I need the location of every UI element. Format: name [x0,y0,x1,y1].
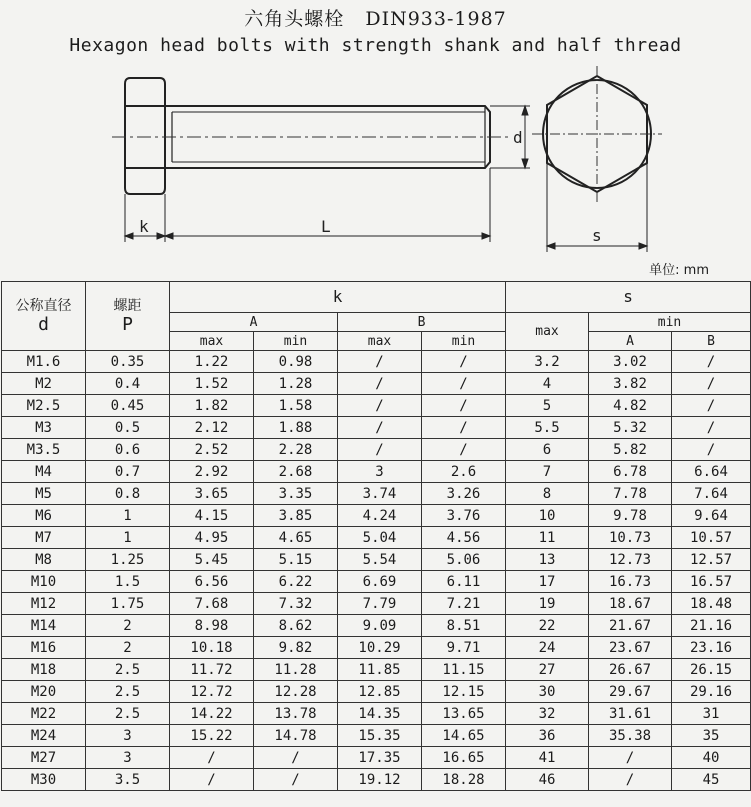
cell-s-min-b: 23.16 [672,637,751,659]
table-row [2,615,751,637]
cell-p: 0.5 [86,417,170,439]
cell-p: 3 [86,725,170,747]
cell-k-b-max: 6.69 [338,571,422,593]
cell-s-max: 11 [506,527,589,549]
cell-k-a-min: 7.32 [254,593,338,615]
cell-k-b-min: / [422,439,506,461]
bolt-head-outline [125,78,165,194]
cell-s-min-a: 3.02 [589,351,672,373]
cell-s-max: 17 [506,571,589,593]
cell-k-b-max: / [338,395,422,417]
cell-s-max: 27 [506,659,589,681]
cell-s-min-b: / [672,395,751,417]
table-row [2,483,751,505]
cell-k-b-max: 12.85 [338,681,422,703]
cell-p: 0.7 [86,461,170,483]
cell-s-min-b: / [672,351,751,373]
cell-k-a-min: 14.78 [254,725,338,747]
cell-k-a-min: 9.82 [254,637,338,659]
cell-k-b-max: 14.35 [338,703,422,725]
header-pitch: 螺距 P [86,282,170,351]
cell-k-b-min: 7.21 [422,593,506,615]
cell-k-a-min: 0.98 [254,351,338,373]
dimension-L-label: L [321,217,331,236]
cell-k-b-min: 5.06 [422,549,506,571]
cell-k-b-min: / [422,373,506,395]
cell-p: 1.25 [86,549,170,571]
cell-s-max: 46 [506,769,589,791]
cell-k-b-max: 9.09 [338,615,422,637]
cell-k-a-max: 4.15 [170,505,254,527]
cell-k-b-max: / [338,373,422,395]
cell-k-a-max: 15.22 [170,725,254,747]
cell-k-b-min: / [422,395,506,417]
cell-k-b-min: 18.28 [422,769,506,791]
cell-k-b-min: 9.71 [422,637,506,659]
cell-d: M30 [2,769,86,791]
cell-s-min-b: 7.64 [672,483,751,505]
cell-p: 0.45 [86,395,170,417]
cell-s-min-a: 31.61 [589,703,672,725]
cell-s-min-a: 18.67 [589,593,672,615]
cell-p: 1.75 [86,593,170,615]
header-k-grade-a: A [170,313,338,332]
cell-s-max: 8 [506,483,589,505]
cell-p: 2.5 [86,659,170,681]
cell-s-min-b: 10.57 [672,527,751,549]
table-row [2,681,751,703]
cell-d: M22 [2,703,86,725]
cell-d: M27 [2,747,86,769]
table-row [2,395,751,417]
header-k: k [170,282,506,313]
cell-d: M16 [2,637,86,659]
cell-k-b-min: 11.15 [422,659,506,681]
cell-s-max: 7 [506,461,589,483]
cell-k-a-max: 10.18 [170,637,254,659]
cell-k-a-min: 13.78 [254,703,338,725]
cell-p: 2 [86,637,170,659]
cell-s-min-a: 35.38 [589,725,672,747]
cell-s-max: 6 [506,439,589,461]
cell-p: 0.4 [86,373,170,395]
cell-d: M24 [2,725,86,747]
cell-k-a-max: / [170,769,254,791]
cell-s-min-b: 9.64 [672,505,751,527]
cell-k-b-max: / [338,417,422,439]
cell-k-a-max: 2.92 [170,461,254,483]
table-row [2,505,751,527]
title-english: Hexagon head bolts with strength shank and half thread [69,35,682,56]
cell-s-min-a: / [589,769,672,791]
cell-k-a-min: 3.35 [254,483,338,505]
cell-k-a-max: / [170,747,254,769]
cell-k-a-max: 7.68 [170,593,254,615]
cell-s-min-b: 12.57 [672,549,751,571]
cell-k-b-max: 11.85 [338,659,422,681]
cell-s-min-a: 29.67 [589,681,672,703]
cell-k-a-min: 6.22 [254,571,338,593]
table-row [2,703,751,725]
cell-d: M2.5 [2,395,86,417]
cell-d: M14 [2,615,86,637]
cell-s-min-b: 35 [672,725,751,747]
cell-s-max: 5.5 [506,417,589,439]
cell-s-max: 36 [506,725,589,747]
cell-s-max: 30 [506,681,589,703]
cell-k-a-max: 14.22 [170,703,254,725]
cell-p: 2.5 [86,703,170,725]
cell-k-b-min: 3.26 [422,483,506,505]
cell-s-max: 3.2 [506,351,589,373]
cell-k-a-min: 11.28 [254,659,338,681]
cell-s-min-a: 7.78 [589,483,672,505]
cell-d: M2 [2,373,86,395]
dimension-s-label: s [592,226,602,245]
header-s-min-a: A [589,332,672,351]
header-nominal-diameter: 公称直径 d [2,282,86,351]
cell-s-min-b: 18.48 [672,593,751,615]
cell-p: 0.6 [86,439,170,461]
cell-k-b-min: 13.65 [422,703,506,725]
table-row [2,549,751,571]
cell-k-a-max: 1.82 [170,395,254,417]
cell-k-b-min: 16.65 [422,747,506,769]
cell-k-a-min: 1.28 [254,373,338,395]
cell-p: 1.5 [86,571,170,593]
cell-s-max: 41 [506,747,589,769]
cell-s-min-b: 26.15 [672,659,751,681]
cell-s-min-b: / [672,373,751,395]
cell-k-b-max: 7.79 [338,593,422,615]
table-row [2,571,751,593]
cell-d: M3.5 [2,439,86,461]
cell-k-a-max: 4.95 [170,527,254,549]
table-row [2,747,751,769]
cell-s-min-b: 16.57 [672,571,751,593]
cell-k-a-min: 5.15 [254,549,338,571]
title-standard: DIN933-1987 [365,8,507,30]
title-chinese: 六角头螺栓 [244,8,345,30]
cell-k-b-max: 4.24 [338,505,422,527]
table-row [2,417,751,439]
cell-k-b-max: 5.54 [338,549,422,571]
cell-s-min-a: 5.82 [589,439,672,461]
cell-k-a-max: 2.12 [170,417,254,439]
cell-k-b-min: / [422,351,506,373]
cell-k-a-max: 6.56 [170,571,254,593]
cell-s-max: 19 [506,593,589,615]
cell-k-a-min: / [254,747,338,769]
cell-d: M6 [2,505,86,527]
cell-k-b-min: 3.76 [422,505,506,527]
cell-k-a-min: 2.28 [254,439,338,461]
cell-d: M20 [2,681,86,703]
cell-d: M4 [2,461,86,483]
cell-k-b-max: 15.35 [338,725,422,747]
cell-p: 3.5 [86,769,170,791]
cell-s-max: 32 [506,703,589,725]
bolt-technical-drawing [0,60,751,260]
cell-k-b-min: 12.15 [422,681,506,703]
cell-k-b-min: 4.56 [422,527,506,549]
cell-k-a-min: 1.88 [254,417,338,439]
cell-p: 0.35 [86,351,170,373]
cell-s-min-a: 9.78 [589,505,672,527]
table-row [2,725,751,747]
header-s: s [506,282,751,313]
cell-k-b-min: / [422,417,506,439]
table-row [2,439,751,461]
table-row [2,637,751,659]
table-row [2,351,751,373]
cell-d: M5 [2,483,86,505]
cell-s-min-b: 21.16 [672,615,751,637]
cell-k-b-min: 2.6 [422,461,506,483]
cell-s-min-a: 3.82 [589,373,672,395]
cell-s-max: 13 [506,549,589,571]
cell-s-min-a: 5.32 [589,417,672,439]
table-row [2,769,751,791]
cell-k-b-max: / [338,439,422,461]
cell-k-a-min: 3.85 [254,505,338,527]
cell-k-a-min: 4.65 [254,527,338,549]
cell-p: 3 [86,747,170,769]
cell-p: 1 [86,505,170,527]
cell-s-min-a: 16.73 [589,571,672,593]
table-row [2,659,751,681]
table-row [2,461,751,483]
dimension-k-label: k [139,217,149,236]
cell-s-min-a: 21.67 [589,615,672,637]
cell-s-min-b: / [672,439,751,461]
cell-k-a-max: 2.52 [170,439,254,461]
cell-s-min-b: 45 [672,769,751,791]
cell-k-a-max: 1.52 [170,373,254,395]
cell-k-a-max: 12.72 [170,681,254,703]
cell-k-b-min: 14.65 [422,725,506,747]
header-k-grade-b: B [338,313,506,332]
cell-s-min-b: 6.64 [672,461,751,483]
header-s-min-b: B [672,332,751,351]
cell-d: M12 [2,593,86,615]
cell-k-a-min: 1.58 [254,395,338,417]
cell-s-max: 24 [506,637,589,659]
cell-s-min-a: 10.73 [589,527,672,549]
cell-d: M18 [2,659,86,681]
cell-d: M7 [2,527,86,549]
cell-s-min-a: 26.67 [589,659,672,681]
cell-s-min-b: / [672,417,751,439]
cell-p: 0.8 [86,483,170,505]
cell-s-min-b: 31 [672,703,751,725]
header-k-b-max: max [338,332,422,351]
cell-k-a-min: / [254,769,338,791]
header-s-max: max [506,313,589,351]
cell-k-b-min: 6.11 [422,571,506,593]
cell-s-max: 22 [506,615,589,637]
table-body [2,351,751,791]
cell-d: M8 [2,549,86,571]
cell-s-min-b: 40 [672,747,751,769]
cell-k-a-max: 3.65 [170,483,254,505]
cell-k-b-max: 3.74 [338,483,422,505]
header-k-a-max: max [170,332,254,351]
cell-s-min-b: 29.16 [672,681,751,703]
cell-k-a-max: 8.98 [170,615,254,637]
cell-k-a-min: 8.62 [254,615,338,637]
cell-k-a-max: 1.22 [170,351,254,373]
cell-p: 2 [86,615,170,637]
cell-d: M3 [2,417,86,439]
cell-k-a-max: 11.72 [170,659,254,681]
cell-k-b-max: 19.12 [338,769,422,791]
table-row [2,373,751,395]
cell-k-b-max: / [338,351,422,373]
cell-s-min-a: / [589,747,672,769]
cell-k-a-min: 12.28 [254,681,338,703]
document-title [0,4,751,31]
cell-s-max: 5 [506,395,589,417]
table-row [2,593,751,615]
header-k-a-min: min [254,332,338,351]
cell-k-b-min: 8.51 [422,615,506,637]
header-k-b-min: min [422,332,506,351]
cell-k-b-max: 5.04 [338,527,422,549]
dimension-table [1,281,751,791]
cell-k-a-min: 2.68 [254,461,338,483]
cell-k-b-max: 10.29 [338,637,422,659]
cell-s-max: 10 [506,505,589,527]
cell-s-min-a: 12.73 [589,549,672,571]
cell-s-min-a: 4.82 [589,395,672,417]
unit-label: 单位: mm [649,263,709,278]
cell-p: 1 [86,527,170,549]
cell-d: M1.6 [2,351,86,373]
cell-d: M10 [2,571,86,593]
cell-p: 2.5 [86,681,170,703]
cell-s-min-a: 6.78 [589,461,672,483]
cell-s-max: 4 [506,373,589,395]
cell-k-b-max: 3 [338,461,422,483]
header-s-min: min [589,313,751,332]
table-row [2,527,751,549]
cell-s-min-a: 23.67 [589,637,672,659]
cell-k-b-max: 17.35 [338,747,422,769]
cell-k-a-max: 5.45 [170,549,254,571]
dimension-d-label: d [513,128,523,147]
